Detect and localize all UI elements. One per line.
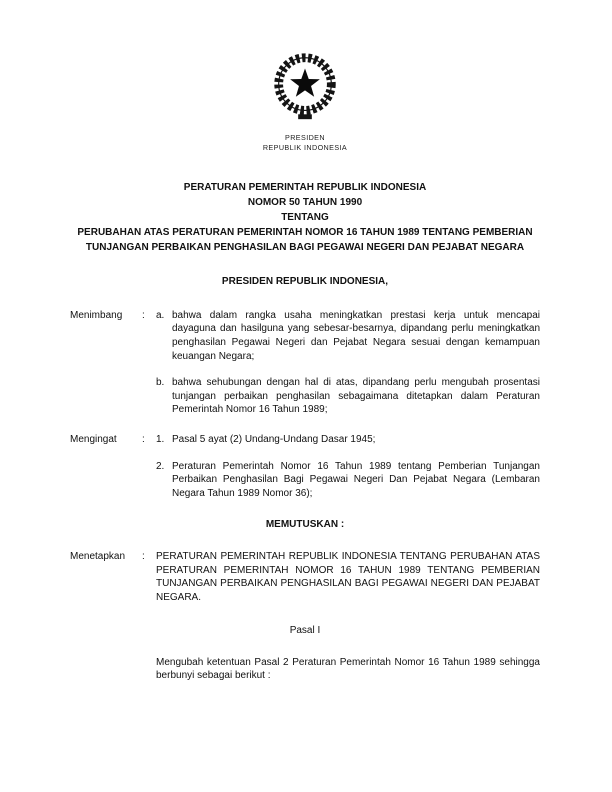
mengingat-colon: : [142, 433, 145, 445]
org-name-line1: PRESIDEN [285, 132, 325, 142]
mengingat-item-2-marker: 2. [156, 460, 165, 472]
mengingat-item-1-marker: 1. [156, 433, 165, 445]
menetapkan-colon: : [142, 550, 145, 562]
title-block [70, 180, 540, 255]
title-line3: TENTANG [281, 212, 329, 224]
menimbang-item-a-text: bahwa dalam rangka usaha meningkatkan prestasi kerja untuk mencapai dayaguna dan hasilguna yang sebesar-besarnya, dipandang perlu meningkatkan penghasilan Pegawai Negeri dan Pejabat Negara sesuai dengan kemampuan keuangan Negara; [172, 309, 540, 362]
menimbang-item-a-marker: a. [156, 309, 165, 321]
mengingat-item-1-text: Pasal 5 ayat (2) Undang-Undang Dasar 1945; [172, 433, 376, 445]
presidential-emblem-icon [266, 46, 344, 133]
menimbang-colon: : [142, 309, 145, 321]
menetapkan-label: Menetapkan [70, 550, 126, 562]
menimbang-item-b-text: bahwa sehubungan dengan hal di atas, dipandang perlu mengubah prosentasi tunjangan perbaikan penghasilan sebagaimana ditetapkan dalam Peraturan Pemerintah Nomor 16 Tahun 1989; [172, 377, 540, 416]
mengingat-label: Mengingat [70, 433, 117, 445]
menetapkan-text: PERATURAN PEMERINTAH REPUBLIK INDONESIA TENTANG PERUBAHAN ATAS PERATURAN PEMERINTAH NOMOR 16 TAHUN 1989 TENTANG PEMBERIAN TUNJANGAN PERBAIKAN PENGHASILAN BAGI PEGAWAI NEGERI DAN PEJABAT NEGARA. [156, 550, 540, 603]
mengingat-item-2-text: Peraturan Pemerintah Nomor 16 Tahun 1989 tentang Pemberian Tunjangan Perbaikan Penghasilan Bagi Pegawai Negeri Dan Pejabat Negara (Lembaran Negara Tahun 1989 Nomor 36); [172, 460, 540, 499]
pasal-1-heading: Pasal I [289, 625, 321, 637]
pasal-1-body: Mengubah ketentuan Pasal 2 Peraturan Pemerintah Nomor 16 Tahun 1989 sehingga berbunyi sebagai berikut : [156, 656, 540, 682]
document-header [70, 46, 540, 154]
org-name-line2: REPUBLIK INDONESIA [262, 143, 348, 153]
menimbang-section [70, 309, 540, 417]
menimbang-item-b-marker: b. [156, 377, 165, 389]
menimbang-label: Menimbang [70, 309, 123, 321]
title-line4: PERUBAHAN ATAS PERATURAN PEMERINTAH NOMOR 16 TAHUN 1989 TENTANG PEMBERIAN TUNJANGAN PERBAIKAN PENGHASILAN BAGI PEGAWAI NEGERI DAN PEJABAT NEGARA [77, 227, 533, 254]
subheading: PRESIDEN REPUBLIK INDONESIA, [221, 276, 389, 288]
title-line1: PERATURAN PEMERINTAH REPUBLIK INDONESIA [183, 182, 427, 194]
mengingat-section [70, 433, 540, 500]
title-line2: NOMOR 50 TAHUN 1990 [247, 197, 363, 209]
menetapkan-section [70, 550, 540, 604]
memutuskan-heading: MEMUTUSKAN : [265, 519, 345, 531]
